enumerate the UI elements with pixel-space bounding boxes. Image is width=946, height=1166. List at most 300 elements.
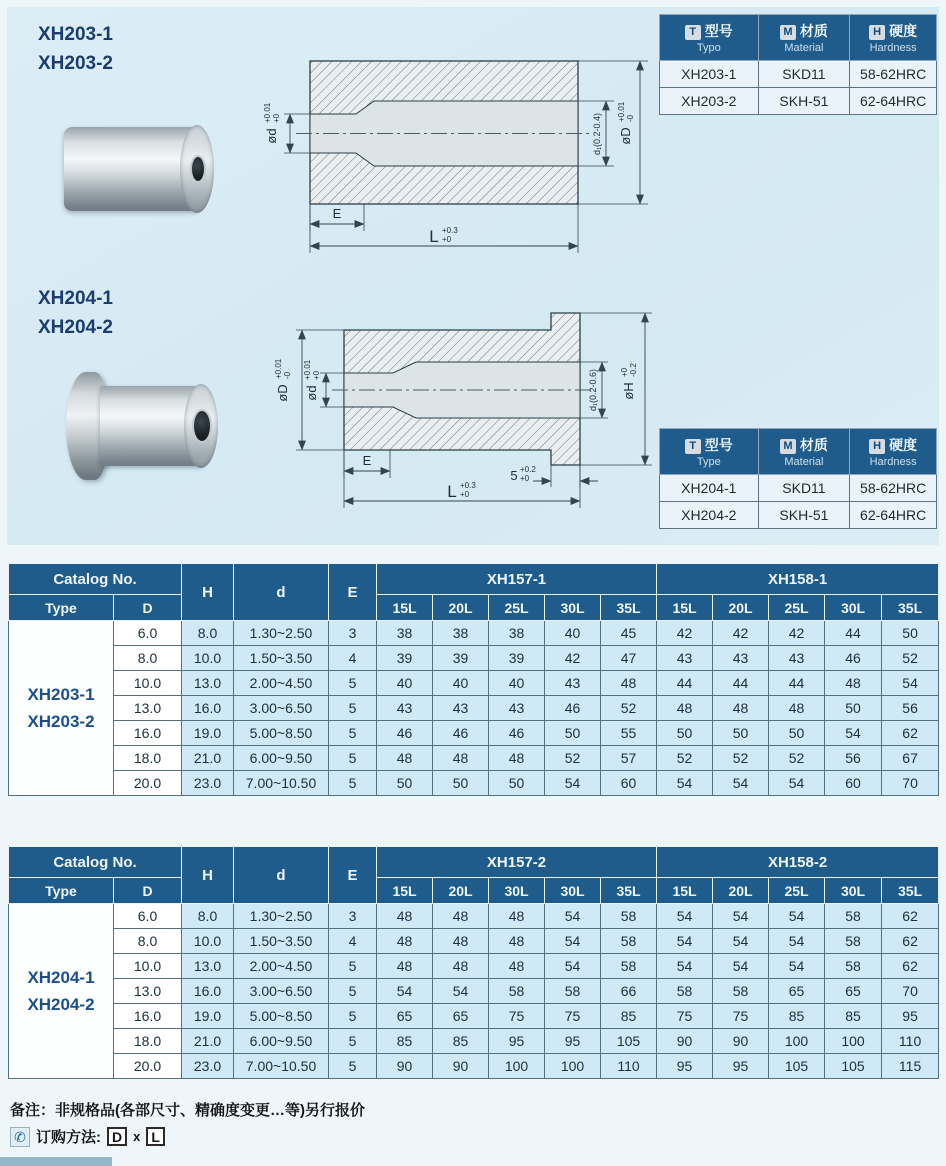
dim-bore-left: [263, 102, 310, 153]
size-cell: 7.00~10.50: [234, 771, 329, 796]
size-cell: 52: [882, 646, 939, 671]
size-cell: 54: [769, 771, 825, 796]
size-cell: 110: [601, 1054, 657, 1079]
spec-cell: XH204-1: [660, 475, 759, 502]
size-cell: 65: [377, 1004, 433, 1029]
size-cell: 7.00~10.50: [234, 1054, 329, 1079]
size-cell: 13.0: [114, 979, 182, 1004]
phone-icon: ✆: [10, 1127, 30, 1147]
size-cell: 40: [433, 671, 489, 696]
spec-table-xh203: [659, 14, 937, 115]
size-table-xh204: [8, 846, 939, 1079]
size-cell: 8.0: [182, 904, 234, 929]
size-cell: 44: [657, 671, 713, 696]
col-header-l: 35L: [601, 878, 657, 904]
spec-header-zh: 型号: [704, 437, 733, 453]
spec-cell: 62-64HRC: [850, 88, 937, 115]
size-cell: 95: [882, 1004, 939, 1029]
size-cell: 46: [825, 646, 882, 671]
size-cell: 13.0: [182, 954, 234, 979]
size-cell: 54: [713, 929, 769, 954]
size-cell: 52: [713, 746, 769, 771]
size-cell: 48: [433, 954, 489, 979]
size-cell: 90: [377, 1054, 433, 1079]
catalog-header: Catalog No.: [9, 564, 182, 595]
size-cell: 90: [657, 1029, 713, 1054]
spec-header-en: Type: [696, 456, 721, 468]
size-cell: 6.0: [114, 904, 182, 929]
dim-tol-bot: -0: [626, 114, 635, 122]
size-cell: 100: [825, 1029, 882, 1054]
size-cell: 16.0: [114, 721, 182, 746]
size-cell: 5: [329, 721, 377, 746]
col-header-d: d: [234, 847, 329, 904]
col-header-l: 25L: [489, 595, 545, 621]
size-cell: 100: [769, 1029, 825, 1054]
size-table-xh203-wrap: [8, 563, 938, 796]
size-cell: 48: [489, 904, 545, 929]
size-cell: 8.0: [182, 621, 234, 646]
type-cell: XH204-1 XH204-2: [9, 904, 114, 1079]
size-cell: 3.00~6.50: [234, 979, 329, 1004]
size-cell: 42: [545, 646, 601, 671]
size-cell: 13.0: [182, 671, 234, 696]
technical-drawing-xh203: [256, 48, 676, 263]
size-cell: 45: [601, 621, 657, 646]
size-cell: 20.0: [114, 771, 182, 796]
size-cell: 5: [329, 696, 377, 721]
size-cell: 100: [545, 1054, 601, 1079]
size-cell: 18.0: [114, 746, 182, 771]
dim-label: øH: [621, 382, 636, 400]
size-cell: 6.00~9.50: [234, 746, 329, 771]
spec-header-hardness: [850, 15, 937, 61]
product-label-line: XH204-2: [38, 317, 113, 339]
dim-label: ød: [304, 385, 319, 401]
size-cell: 21.0: [182, 746, 234, 771]
size-cell: 54: [713, 954, 769, 979]
product-label-xh204: [38, 284, 113, 343]
size-cell: 38: [377, 621, 433, 646]
size-cell: 3: [329, 904, 377, 929]
spec-header-zh: 材质: [799, 23, 828, 39]
product-label-xh203: [38, 20, 113, 79]
spec-header-zh: 硬度: [889, 437, 918, 453]
size-cell: 38: [433, 621, 489, 646]
size-cell: 13.0: [114, 696, 182, 721]
material-badge-icon: M: [780, 25, 796, 40]
size-cell: 10.0: [182, 929, 234, 954]
size-cell: 16.0: [182, 979, 234, 1004]
size-cell: 48: [433, 746, 489, 771]
col-header-l: 25L: [769, 878, 825, 904]
order-box-l: L: [146, 1127, 165, 1146]
size-cell: 20.0: [114, 1054, 182, 1079]
spec-cell: XH204-2: [660, 502, 759, 529]
size-cell: 10.0: [114, 954, 182, 979]
size-cell: 95: [489, 1029, 545, 1054]
col-header-type: Type: [9, 595, 114, 621]
size-cell: 70: [882, 979, 939, 1004]
dim-bore-left: [303, 359, 344, 407]
col-header-l: 30L: [825, 595, 882, 621]
size-cell: 19.0: [182, 1004, 234, 1029]
spec-row: [660, 61, 937, 88]
size-cell: 58: [713, 979, 769, 1004]
size-cell: 58: [601, 904, 657, 929]
col-header-diameter: D: [114, 595, 182, 621]
size-cell: 48: [433, 904, 489, 929]
size-cell: 2.00~4.50: [234, 671, 329, 696]
size-cell: 1.30~2.50: [234, 904, 329, 929]
size-cell: 58: [657, 979, 713, 1004]
order-method-row: [10, 1126, 165, 1147]
col-header-l: 30L: [545, 595, 601, 621]
dim-tol-top: +0.01: [263, 102, 272, 123]
product-label-line: XH203-2: [38, 53, 113, 75]
size-cell: 50: [377, 771, 433, 796]
size-cell: 105: [601, 1029, 657, 1054]
spec-header-type: [660, 429, 759, 475]
col-header-l: 20L: [433, 595, 489, 621]
size-cell: 43: [433, 696, 489, 721]
size-table-xh203: [8, 563, 939, 796]
dim-total-length: [310, 204, 578, 253]
size-cell: 54: [657, 904, 713, 929]
dim-label: øD: [618, 127, 633, 145]
size-row: [9, 671, 939, 696]
spec-cell: XH203-1: [660, 61, 759, 88]
spec-cell: 62-64HRC: [850, 502, 937, 529]
size-cell: 16.0: [182, 696, 234, 721]
size-cell: 48: [769, 696, 825, 721]
spec-header-en: Hardness: [869, 42, 917, 54]
spec-header-zh: 材质: [799, 437, 828, 453]
dim-tol-top: +0: [620, 367, 629, 377]
size-cell: 1.50~3.50: [234, 929, 329, 954]
size-cell: 48: [713, 696, 769, 721]
size-cell: 42: [713, 621, 769, 646]
size-cell: 105: [825, 1054, 882, 1079]
col-header-l: 35L: [882, 595, 939, 621]
size-cell: 54: [657, 771, 713, 796]
size-cell: 95: [657, 1054, 713, 1079]
col-header-l: 25L: [769, 595, 825, 621]
size-cell: 40: [489, 671, 545, 696]
dim-tol-bot: -0.2: [629, 363, 638, 377]
col-header-l: 15L: [377, 878, 433, 904]
col-header-l: 20L: [713, 595, 769, 621]
dim-total-length: [344, 450, 580, 508]
size-cell: 54: [769, 929, 825, 954]
dim-e-length: [344, 450, 390, 478]
col-header-l: 30L: [489, 878, 545, 904]
col-header-e: E: [329, 847, 377, 904]
size-cell: 42: [769, 621, 825, 646]
size-cell: 52: [657, 746, 713, 771]
size-cell: 43: [713, 646, 769, 671]
size-cell: 90: [433, 1054, 489, 1079]
col-header-d: d: [234, 564, 329, 621]
col-header-h: H: [182, 564, 234, 621]
col-header-l: 35L: [882, 878, 939, 904]
spec-cell: SKH-51: [758, 502, 850, 529]
size-cell: 23.0: [182, 1054, 234, 1079]
dim-label: L: [429, 227, 439, 246]
dim-label: d₁(0.2-0.6): [588, 368, 598, 412]
size-row: [9, 771, 939, 796]
size-cell: 5.00~8.50: [234, 1004, 329, 1029]
col-header-l: 30L: [825, 878, 882, 904]
spec-cell: XH203-2: [660, 88, 759, 115]
dim-bore-right: [578, 101, 614, 166]
size-cell: 43: [657, 646, 713, 671]
size-cell: 60: [825, 771, 882, 796]
order-method-label: 订购方法:: [36, 1129, 101, 1146]
size-cell: 47: [601, 646, 657, 671]
size-cell: 1.30~2.50: [234, 621, 329, 646]
size-cell: 110: [882, 1029, 939, 1054]
dim-tol-top: +0.01: [303, 359, 312, 380]
size-cell: 48: [825, 671, 882, 696]
size-cell: 43: [545, 671, 601, 696]
size-cell: 54: [545, 954, 601, 979]
size-cell: 52: [601, 696, 657, 721]
spec-header-hardness: [850, 429, 937, 475]
size-row: [9, 954, 939, 979]
size-cell: 18.0: [114, 1029, 182, 1054]
bottom-edge-bar: [0, 1157, 112, 1166]
size-cell: 46: [433, 721, 489, 746]
spec-header-en: Material: [784, 456, 824, 468]
size-cell: 54: [882, 671, 939, 696]
size-cell: 90: [713, 1029, 769, 1054]
size-cell: 75: [713, 1004, 769, 1029]
dim-label: 5: [510, 468, 518, 483]
order-separator: x: [133, 1129, 141, 1144]
size-cell: 5: [329, 1054, 377, 1079]
size-cell: 58: [825, 954, 882, 979]
dim-tol-top: +0.01: [274, 358, 283, 379]
hardness-badge-icon: H: [869, 439, 885, 454]
size-cell: 44: [769, 671, 825, 696]
size-cell: 39: [377, 646, 433, 671]
cylinder-body: [64, 127, 198, 211]
size-cell: 48: [657, 696, 713, 721]
catalog-header: Catalog No.: [9, 847, 182, 878]
size-cell: 85: [769, 1004, 825, 1029]
size-cell: 43: [377, 696, 433, 721]
type-badge-icon: T: [685, 25, 701, 40]
size-cell: 100: [489, 1054, 545, 1079]
size-cell: 65: [825, 979, 882, 1004]
size-cell: 58: [825, 904, 882, 929]
size-cell: 50: [657, 721, 713, 746]
spec-header-en: Hardness: [869, 456, 917, 468]
size-row: [9, 979, 939, 1004]
size-cell: 48: [377, 954, 433, 979]
size-cell: 3.00~6.50: [234, 696, 329, 721]
size-cell: 85: [433, 1029, 489, 1054]
size-cell: 44: [713, 671, 769, 696]
size-cell: 75: [657, 1004, 713, 1029]
size-cell: 50: [713, 721, 769, 746]
size-row: [9, 1054, 939, 1079]
size-cell: 6.0: [114, 621, 182, 646]
size-cell: 65: [433, 1004, 489, 1029]
cylinder-bore-hole: [192, 157, 204, 181]
size-cell: 62: [882, 929, 939, 954]
size-cell: 50: [489, 771, 545, 796]
size-cell: 95: [713, 1054, 769, 1079]
size-cell: 10.0: [114, 671, 182, 696]
size-cell: 58: [489, 979, 545, 1004]
size-cell: 5: [329, 1004, 377, 1029]
size-cell: 54: [545, 929, 601, 954]
size-row: [9, 1004, 939, 1029]
size-cell: 105: [769, 1054, 825, 1079]
size-cell: 50: [433, 771, 489, 796]
size-cell: 54: [545, 904, 601, 929]
spec-row: [660, 475, 937, 502]
size-cell: 54: [657, 929, 713, 954]
dim-e-length: [310, 204, 364, 231]
size-cell: 46: [377, 721, 433, 746]
dim-tol-top: +0.2: [520, 465, 536, 474]
size-cell: 54: [713, 771, 769, 796]
size-cell: 8.0: [114, 929, 182, 954]
col-header-l: 20L: [433, 878, 489, 904]
size-cell: 48: [489, 954, 545, 979]
cylinder-bore-hole: [194, 411, 210, 441]
dim-tol-top: +0.3: [460, 481, 476, 490]
dim-label: E: [362, 453, 372, 468]
size-cell: 4: [329, 646, 377, 671]
size-cell: 67: [882, 746, 939, 771]
size-cell: 48: [377, 929, 433, 954]
size-cell: 50: [825, 696, 882, 721]
size-cell: 58: [601, 929, 657, 954]
size-cell: 4: [329, 929, 377, 954]
size-cell: 40: [545, 621, 601, 646]
size-cell: 5: [329, 671, 377, 696]
size-cell: 85: [825, 1004, 882, 1029]
product-photo-xh203: [64, 124, 216, 214]
product-photo-xh204: [66, 372, 222, 480]
dim-label: ød: [264, 128, 279, 144]
size-cell: 48: [433, 929, 489, 954]
dim-tol-top: +0.01: [617, 101, 626, 122]
col-header-h: H: [182, 847, 234, 904]
size-cell: 56: [825, 746, 882, 771]
spec-header-zh: 硬度: [889, 23, 918, 39]
spec-header-zh: 型号: [704, 23, 733, 39]
size-cell: 2.00~4.50: [234, 954, 329, 979]
dim-outer-diameter: [578, 61, 648, 204]
size-cell: 42: [657, 621, 713, 646]
dim-tol-bot: +0: [442, 235, 452, 244]
size-cell: 54: [825, 721, 882, 746]
dim-label: L: [447, 482, 457, 501]
size-cell: 39: [433, 646, 489, 671]
col-header-type: Type: [9, 878, 114, 904]
size-cell: 21.0: [182, 1029, 234, 1054]
order-box-d: D: [107, 1127, 127, 1146]
col-header-l: 20L: [713, 878, 769, 904]
size-cell: 54: [769, 954, 825, 979]
size-cell: 62: [882, 954, 939, 979]
size-cell: 5: [329, 979, 377, 1004]
size-cell: 46: [545, 696, 601, 721]
col-header-l: 15L: [657, 595, 713, 621]
product-label-line: XH203-1: [38, 24, 113, 45]
size-cell: 115: [882, 1054, 939, 1079]
dim-flange-width: [510, 465, 598, 487]
size-cell: 3: [329, 621, 377, 646]
size-cell: 5: [329, 746, 377, 771]
spec-cell: SKH-51: [758, 88, 850, 115]
size-cell: 6.00~9.50: [234, 1029, 329, 1054]
size-cell: 16.0: [114, 1004, 182, 1029]
size-cell: 19.0: [182, 721, 234, 746]
size-cell: 55: [601, 721, 657, 746]
size-cell: 60: [601, 771, 657, 796]
size-cell: 5: [329, 1029, 377, 1054]
size-cell: 62: [882, 904, 939, 929]
size-cell: 85: [601, 1004, 657, 1029]
size-cell: 66: [601, 979, 657, 1004]
size-cell: 50: [769, 721, 825, 746]
size-cell: 70: [882, 771, 939, 796]
size-cell: 43: [489, 696, 545, 721]
spec-cell: SKD11: [758, 475, 850, 502]
dim-label: E: [332, 206, 342, 221]
size-cell: 48: [489, 929, 545, 954]
size-cell: 43: [769, 646, 825, 671]
size-row: [9, 1029, 939, 1054]
size-cell: 39: [489, 646, 545, 671]
spec-row: [660, 502, 937, 529]
size-row: [9, 904, 939, 929]
size-cell: 52: [545, 746, 601, 771]
spec-row: [660, 88, 937, 115]
size-cell: 5.00~8.50: [234, 721, 329, 746]
size-cell: 50: [882, 621, 939, 646]
group-header-xh157-2: XH157-2: [377, 847, 657, 878]
spec-table-xh204: [659, 428, 937, 529]
dim-tol-bot: +0: [520, 474, 530, 483]
group-header-xh157-1: XH157-1: [377, 564, 657, 595]
remark-note: 备注：非规格品(各部尺寸、精确度变更…等)另行报价: [10, 1102, 365, 1119]
group-header-xh158-2: XH158-2: [657, 847, 939, 878]
size-row: [9, 721, 939, 746]
size-cell: 54: [545, 771, 601, 796]
size-cell: 75: [489, 1004, 545, 1029]
type-cell: XH203-1 XH203-2: [9, 621, 114, 796]
col-header-diameter: D: [114, 878, 182, 904]
size-cell: 52: [769, 746, 825, 771]
material-badge-icon: M: [780, 439, 796, 454]
col-header-e: E: [329, 564, 377, 621]
size-cell: 58: [601, 954, 657, 979]
size-cell: 54: [377, 979, 433, 1004]
col-header-l: 15L: [657, 878, 713, 904]
size-cell: 23.0: [182, 771, 234, 796]
size-row: [9, 929, 939, 954]
size-cell: 50: [545, 721, 601, 746]
group-header-xh158-1: XH158-1: [657, 564, 939, 595]
technical-drawing-xh204: [256, 296, 676, 531]
